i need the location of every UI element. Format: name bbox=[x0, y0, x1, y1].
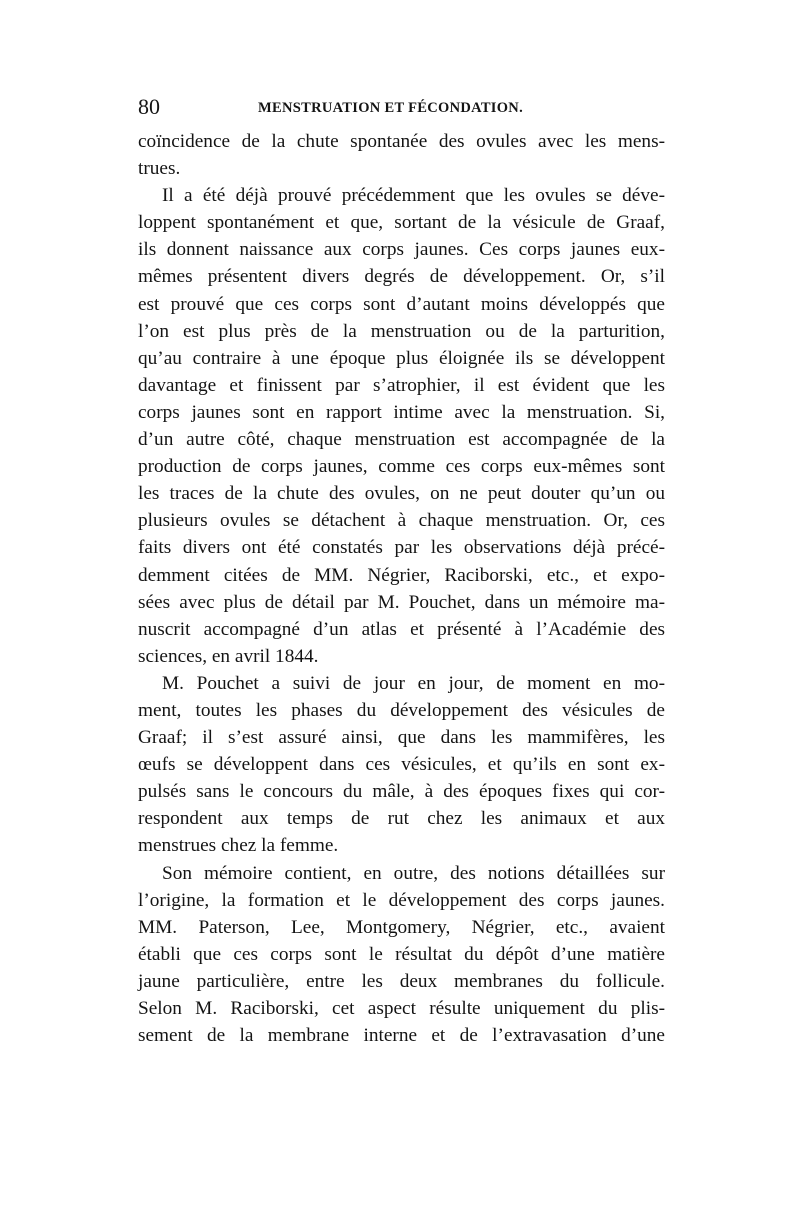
text-line: MM. Paterson, Lee, Montgomery, Négrier, etc., avaient bbox=[138, 916, 665, 938]
page-number: 80 bbox=[138, 94, 160, 119]
text-line: d’un autre côté, chaque menstruation est accompagnée de la bbox=[138, 429, 665, 451]
text-line: trues. bbox=[138, 158, 181, 180]
text-line: demment citées de MM. Négrier, Raciborski, etc., et expo- bbox=[138, 564, 665, 586]
text-line: coïncidence de la chute spontanée des ovules avec les mens- bbox=[138, 131, 665, 152]
text-line: ils donnent naissance aux corps jaunes. Ces corps jaunes eux- bbox=[138, 239, 665, 261]
text-line: sement de la membrane interne et de l’extravasation d’une bbox=[138, 1025, 665, 1047]
text-line: jaune particulière, entre les deux membranes du follicule. bbox=[138, 970, 665, 992]
text-line: corps jaunes sont en rapport intime avec la menstruation. Si, bbox=[138, 401, 665, 423]
text-line: œufs se développent dans ces vésicules, et qu’ils en sont ex- bbox=[138, 754, 665, 776]
text-line: établi que ces corps sont le résultat du dépôt d’une matière bbox=[138, 943, 665, 965]
text-line: Graaf; il s’est assuré ainsi, que dans les mammifères, les bbox=[138, 727, 665, 749]
text-line: l’on est plus près de la menstruation ou de la parturition, bbox=[138, 320, 665, 342]
text-line: l’origine, la formation et le développement des corps jaunes. bbox=[138, 889, 665, 911]
running-title: MENSTRUATION ET FÉCONDATION. bbox=[258, 100, 524, 116]
text-line: production de corps jaunes, comme ces corps eux-mêmes sont bbox=[138, 456, 665, 478]
text-line: loppent spontanément et que, sortant de la vésicule de Graaf, bbox=[138, 212, 665, 234]
text-line: qu’au contraire à une époque plus éloignée ils se développent bbox=[138, 347, 665, 369]
text-line: Son mémoire contient, en outre, des notions détaillées sur bbox=[162, 862, 665, 884]
text-line: est prouvé que ces corps sont d’autant moins développés que bbox=[138, 293, 665, 315]
text-line: davantage et finissent par s’atrophier, il est évident que les bbox=[138, 374, 665, 396]
text-line: Selon M. Raciborski, cet aspect résulte uniquement du plis- bbox=[138, 998, 665, 1019]
text-line: sées avec plus de détail par M. Pouchet, dans un mémoire ma- bbox=[138, 591, 665, 613]
body-text bbox=[138, 128, 665, 1049]
text-line: nuscrit accompagné d’un atlas et présenté à l’Académie des bbox=[138, 618, 665, 640]
text-line: respondent aux temps de rut chez les animaux et aux bbox=[138, 808, 665, 830]
text-line: pulsés sans le concours du mâle, à des époques fixes qui cor- bbox=[138, 781, 665, 803]
text-line: mêmes présentent divers degrés de développement. Or, s’il bbox=[138, 266, 665, 288]
text-line: Il a été déjà prouvé précédemment que les ovules se déve- bbox=[162, 185, 665, 207]
text-line: M. Pouchet a suivi de jour en jour, de moment en mo- bbox=[162, 672, 665, 694]
text-line: les traces de la chute des ovules, on ne peut douter qu’un ou bbox=[138, 483, 665, 505]
text-line: sciences, en avril 1844. bbox=[138, 645, 319, 667]
text-line: menstrues chez la femme. bbox=[138, 835, 339, 857]
text-line: faits divers ont été constatés par les observations déjà précé- bbox=[138, 537, 665, 559]
text-line: ment, toutes les phases du développement des vésicules de bbox=[138, 699, 665, 721]
running-head bbox=[138, 94, 665, 120]
text-line: plusieurs ovules se détachent à chaque menstruation. Or, ces bbox=[138, 510, 665, 532]
